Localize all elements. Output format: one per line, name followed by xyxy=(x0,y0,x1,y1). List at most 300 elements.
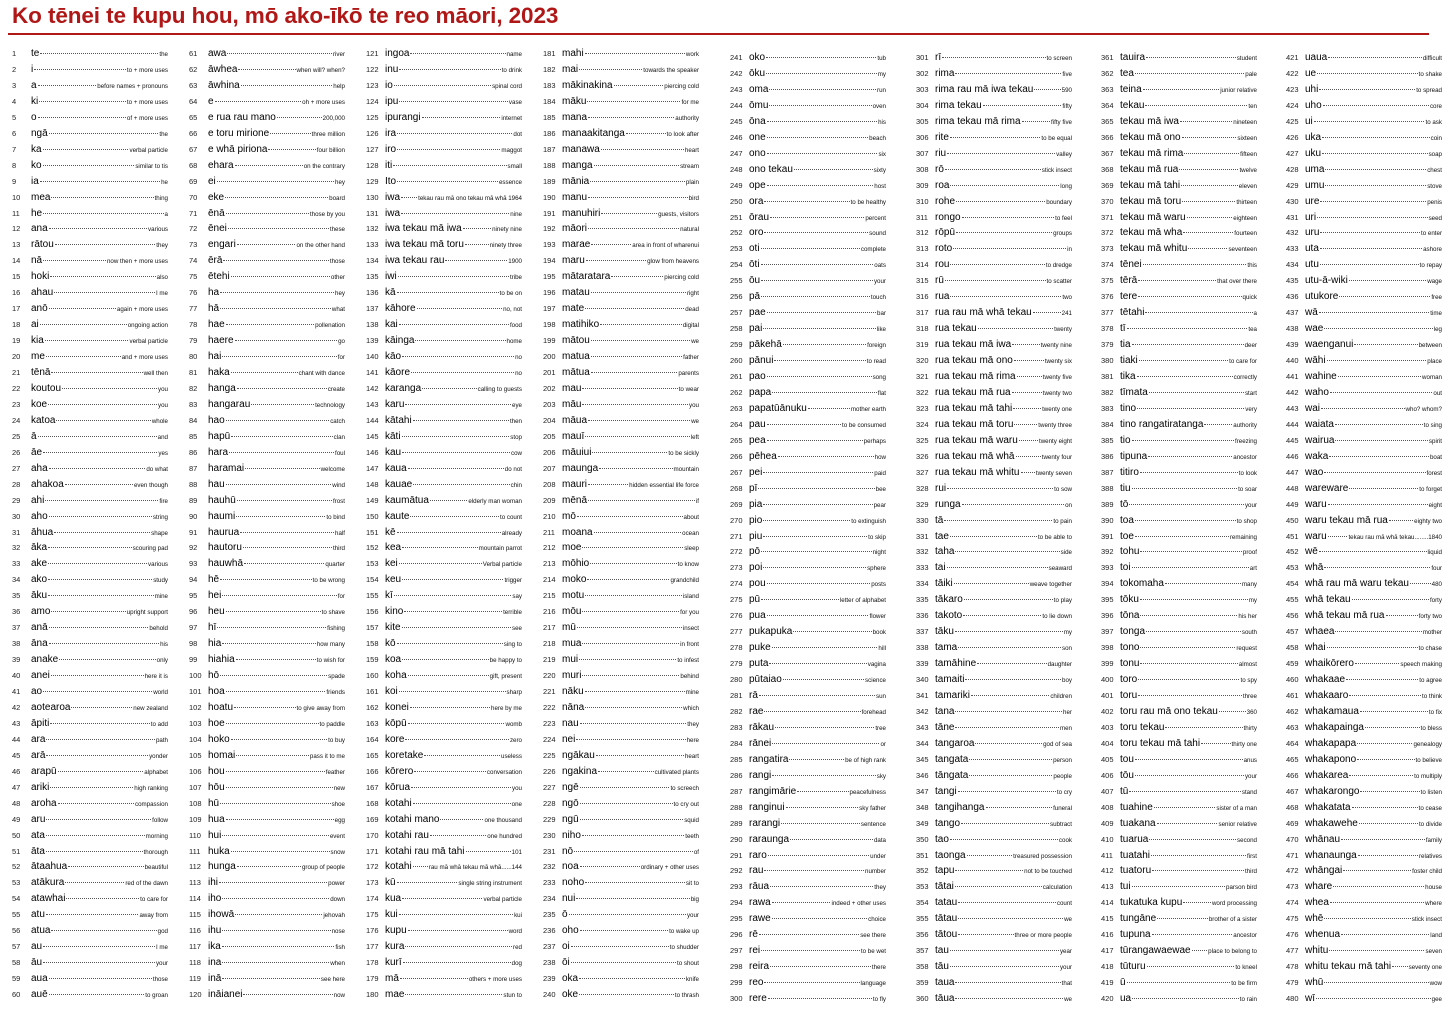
maori-word: kū xyxy=(385,877,396,889)
maori-word: pae xyxy=(749,307,766,319)
english-gloss: mountain xyxy=(673,465,699,473)
dot-leader xyxy=(950,950,1059,951)
entry-number: 10 xyxy=(12,192,21,202)
entry-number: 391 xyxy=(1101,531,1114,541)
english-gloss: weave together xyxy=(1029,581,1072,589)
entry-number: 397 xyxy=(1101,627,1114,637)
list-item xyxy=(1286,658,1442,674)
list-item xyxy=(916,610,1072,626)
entry-number: 383 xyxy=(1101,403,1114,413)
dot-leader xyxy=(766,57,876,58)
list-item xyxy=(1286,722,1442,738)
entry-number: 472 xyxy=(1286,866,1299,876)
list-item xyxy=(12,415,168,431)
maori-word: pai xyxy=(749,323,763,335)
list-item xyxy=(730,881,886,897)
dot-leader xyxy=(611,276,663,277)
entry-number: 141 xyxy=(366,368,379,377)
list-item xyxy=(366,144,522,160)
english-gloss: not to be touched xyxy=(1024,868,1072,876)
list-item xyxy=(189,973,345,989)
entry-number: 50 xyxy=(12,830,21,840)
dot-leader xyxy=(590,563,676,564)
entry-number: 261 xyxy=(730,372,743,381)
entry-number: 441 xyxy=(1286,372,1299,381)
english-gloss: cook xyxy=(1058,836,1072,844)
list-item xyxy=(1286,132,1442,148)
dot-leader xyxy=(764,711,860,712)
english-gloss: 590 xyxy=(1061,86,1072,94)
english-gloss: three or more people xyxy=(1014,932,1072,940)
maori-word: āna xyxy=(31,638,48,650)
english-gloss: to + more uses xyxy=(126,98,168,106)
dot-leader xyxy=(222,595,336,596)
entry-number: 137 xyxy=(366,304,379,314)
dot-leader xyxy=(226,771,325,772)
list-item xyxy=(730,802,886,818)
dot-leader xyxy=(764,201,849,202)
list-item xyxy=(12,527,168,543)
english-gloss: number xyxy=(865,868,886,876)
entry-number: 278 xyxy=(730,643,743,653)
dot-leader xyxy=(55,244,156,245)
english-gloss: single string instrument xyxy=(458,880,522,888)
entry-number: 223 xyxy=(543,718,556,728)
maori-word: tātou xyxy=(935,929,958,941)
entry-number: 372 xyxy=(1101,228,1114,238)
english-gloss: sing to xyxy=(503,641,522,649)
dot-leader xyxy=(40,181,160,182)
dot-leader xyxy=(413,866,428,867)
dot-leader xyxy=(56,420,150,421)
english-gloss: three xyxy=(1242,693,1257,700)
english-gloss: piercing cold xyxy=(664,82,699,90)
maori-word: mānia xyxy=(562,175,590,187)
english-gloss: pollenation xyxy=(315,322,345,330)
list-item xyxy=(12,176,168,192)
entry-number: 216 xyxy=(543,607,556,617)
maori-word: mātaratara xyxy=(562,271,611,283)
dot-leader xyxy=(54,292,155,293)
list-item xyxy=(12,941,168,957)
maori-word: e xyxy=(208,95,214,107)
entry-number: 202 xyxy=(543,383,556,393)
entry-number: 386 xyxy=(1101,451,1114,461)
list-item xyxy=(1101,275,1257,291)
list-item xyxy=(189,941,345,957)
english-gloss: hill xyxy=(878,645,886,653)
list-item xyxy=(1286,897,1442,913)
dot-leader xyxy=(781,823,860,824)
entry-number: 458 xyxy=(1286,643,1299,653)
list-item xyxy=(543,670,699,686)
maori-word: rua tekau mā toru xyxy=(935,418,1014,430)
dot-leader xyxy=(594,532,682,533)
dot-leader xyxy=(43,149,129,150)
list-item xyxy=(189,447,345,463)
maori-word: whakarongo xyxy=(1305,785,1360,797)
english-gloss: in xyxy=(1067,246,1072,254)
dot-leader xyxy=(270,133,311,134)
list-item xyxy=(366,846,522,862)
english-gloss: fish xyxy=(335,944,345,952)
maori-word: kaute xyxy=(385,510,410,522)
entry-number: 23 xyxy=(12,399,21,409)
list-item xyxy=(543,893,699,909)
entry-number: 198 xyxy=(543,320,556,330)
english-gloss: of xyxy=(693,848,699,856)
entry-number: 395 xyxy=(1101,595,1114,605)
dot-leader xyxy=(594,165,680,166)
maori-word: taonga xyxy=(935,849,966,861)
maori-word: auē xyxy=(31,989,48,1001)
maori-word: mō xyxy=(562,510,576,522)
english-gloss: big xyxy=(690,896,699,904)
entry-number: 337 xyxy=(916,627,929,637)
list-item xyxy=(730,578,886,594)
dot-leader xyxy=(49,627,149,628)
entry-number: 232 xyxy=(543,862,556,872)
english-gloss: 1900 xyxy=(508,258,522,266)
entry-number: 52 xyxy=(12,862,21,872)
entry-number: 124 xyxy=(366,96,379,106)
dot-leader xyxy=(1132,440,1234,441)
list-item xyxy=(366,223,522,239)
dot-leader xyxy=(1182,201,1235,202)
dot-leader xyxy=(1314,121,1425,122)
english-gloss: thirteen xyxy=(1236,198,1257,206)
maori-word: ei xyxy=(208,175,216,187)
maori-word: waka xyxy=(1305,450,1329,462)
entry-number: 88 xyxy=(189,479,198,489)
dot-leader xyxy=(268,149,315,150)
dot-leader xyxy=(1335,424,1423,425)
dot-leader xyxy=(1322,137,1430,138)
english-gloss: parson bird xyxy=(1226,884,1257,892)
list-item xyxy=(1101,850,1257,866)
dot-leader xyxy=(398,276,509,277)
english-gloss: year xyxy=(1059,948,1072,956)
list-item xyxy=(1101,291,1257,307)
entry-number: 213 xyxy=(543,559,556,569)
list-item xyxy=(366,558,522,574)
entry-number: 25 xyxy=(12,431,21,441)
list-item xyxy=(916,84,1072,100)
entry-number: 160 xyxy=(366,671,379,681)
english-gloss: your xyxy=(686,912,699,920)
entry-number: 227 xyxy=(543,782,556,792)
list-item xyxy=(366,431,522,447)
dot-leader xyxy=(1140,615,1237,616)
maori-word: whakamaua xyxy=(1305,705,1359,717)
entry-number: 340 xyxy=(916,675,929,685)
list-item xyxy=(916,945,1072,961)
dot-leader xyxy=(1330,902,1424,903)
english-gloss: yes xyxy=(158,449,168,457)
list-item xyxy=(543,989,699,1005)
list-item xyxy=(916,371,1072,387)
list-item xyxy=(12,686,168,702)
list-item xyxy=(12,399,168,415)
english-gloss: stand xyxy=(1241,788,1257,796)
dot-leader xyxy=(1192,950,1208,951)
entry-number: 47 xyxy=(12,782,21,792)
maori-word: whakarea xyxy=(1305,769,1349,781)
english-gloss: oats xyxy=(874,262,886,270)
english-gloss: away from xyxy=(139,912,168,920)
maori-word: arā xyxy=(31,749,46,761)
entry-number: 263 xyxy=(730,403,743,413)
list-item xyxy=(916,562,1072,578)
english-gloss: to sing xyxy=(1423,421,1442,429)
entry-number: 86 xyxy=(189,447,198,457)
entry-number: 43 xyxy=(12,718,21,728)
maori-word: toro xyxy=(1120,674,1138,686)
entry-number: 311 xyxy=(916,212,928,222)
list-item xyxy=(730,897,886,913)
maori-word: kai xyxy=(385,319,398,331)
maori-word: tonu xyxy=(1120,658,1140,670)
maori-word: pua xyxy=(749,610,766,622)
list-item xyxy=(189,319,345,335)
entry-number: 362 xyxy=(1101,68,1114,78)
list-item xyxy=(916,499,1072,515)
list-item xyxy=(1101,212,1257,228)
dot-leader xyxy=(601,213,657,214)
english-gloss: flat xyxy=(877,389,886,397)
entry-number: 354 xyxy=(916,898,929,908)
entry-number: 341 xyxy=(916,691,929,700)
maori-word: tangi xyxy=(935,785,957,797)
maori-word: ngākau xyxy=(562,749,595,761)
list-item xyxy=(189,861,345,877)
entry-number: 344 xyxy=(916,738,929,748)
dot-leader xyxy=(277,117,322,118)
dot-leader xyxy=(403,962,511,963)
maori-word: huka xyxy=(208,845,230,857)
list-item xyxy=(366,176,522,192)
maori-word: oi xyxy=(562,941,570,953)
dot-leader xyxy=(1324,328,1432,329)
dot-leader xyxy=(956,201,1045,202)
list-item xyxy=(189,574,345,590)
list-item xyxy=(543,415,699,431)
list-item xyxy=(730,562,886,578)
list-item xyxy=(1101,610,1257,626)
entry-number: 279 xyxy=(730,659,743,669)
entry-number: 143 xyxy=(366,399,379,409)
maori-word: māu xyxy=(562,398,582,410)
english-gloss: your xyxy=(1059,964,1072,972)
dot-leader xyxy=(404,611,502,612)
maori-word: rua tekau mā waru xyxy=(935,434,1018,446)
english-gloss: upright support xyxy=(126,609,168,617)
dot-leader xyxy=(399,69,500,70)
list-item xyxy=(12,574,168,590)
english-gloss: conversation xyxy=(486,768,522,776)
list-item xyxy=(366,973,522,989)
entry-number: 364 xyxy=(1101,100,1114,110)
maori-word: waru tekau mā rua xyxy=(1305,514,1388,526)
english-gloss: yonder xyxy=(149,752,168,760)
dot-leader xyxy=(767,153,878,154)
dot-leader xyxy=(585,308,684,309)
maori-word: tino rangatiratanga xyxy=(1120,418,1204,430)
list-item xyxy=(1286,626,1442,642)
dot-leader xyxy=(986,807,1053,808)
entry-number: 318 xyxy=(916,324,929,334)
entry-number: 407 xyxy=(1101,786,1114,796)
english-gloss: his xyxy=(160,641,168,649)
entry-number: 271 xyxy=(730,531,743,541)
list-item xyxy=(189,351,345,367)
dot-leader xyxy=(947,153,1055,154)
dot-leader xyxy=(580,787,670,788)
english-gloss: wow xyxy=(1429,980,1442,988)
dot-leader xyxy=(1183,232,1233,233)
maori-word: hua xyxy=(208,813,225,825)
entry-number: 428 xyxy=(1286,164,1299,174)
entry-number: 176 xyxy=(366,926,379,936)
list-item xyxy=(916,212,1072,228)
list-item xyxy=(543,64,699,80)
list-item xyxy=(1286,562,1442,578)
dot-leader xyxy=(975,743,1042,744)
dot-leader xyxy=(772,775,875,776)
entry-number: 243 xyxy=(730,84,743,94)
english-gloss: technology xyxy=(315,401,345,409)
maori-word: ōi xyxy=(562,957,570,969)
maori-word: tipuna xyxy=(1120,450,1148,462)
english-gloss: snow xyxy=(330,848,345,856)
entry-number: 33 xyxy=(12,559,21,569)
entry-number: 277 xyxy=(730,627,743,637)
entry-number: 158 xyxy=(366,639,379,649)
english-gloss: thirty xyxy=(1243,724,1257,732)
dot-leader xyxy=(222,962,329,963)
entry-number: 113 xyxy=(189,878,201,888)
entry-number: 455 xyxy=(1286,595,1299,605)
maori-word: wāhi xyxy=(1305,355,1326,367)
maori-word: tai xyxy=(935,562,946,574)
entry-number: 398 xyxy=(1101,643,1114,653)
entry-number: 285 xyxy=(730,754,743,764)
maori-word: kura xyxy=(385,941,405,953)
english-gloss: your xyxy=(873,278,886,286)
list-item xyxy=(730,626,886,642)
maori-word: hī xyxy=(208,622,217,634)
entry-number: 439 xyxy=(1286,340,1299,350)
maori-word: whakawehe xyxy=(1305,817,1358,829)
dot-leader xyxy=(1019,440,1038,441)
maori-word: moe xyxy=(562,542,582,554)
list-item xyxy=(1101,196,1257,212)
entry-number: 62 xyxy=(189,64,198,74)
dot-leader xyxy=(783,344,866,345)
maori-word: hauhū xyxy=(208,494,236,506)
entry-number: 72 xyxy=(189,224,198,234)
english-gloss: calculation xyxy=(1042,884,1072,892)
english-gloss: stream xyxy=(680,162,699,170)
dot-leader xyxy=(590,181,685,182)
list-item xyxy=(543,638,699,654)
dot-leader xyxy=(1329,950,1424,951)
english-gloss: word xyxy=(508,928,522,936)
english-gloss: pass it to me xyxy=(309,752,345,760)
entry-number: 402 xyxy=(1101,706,1114,716)
english-gloss: group of people xyxy=(301,864,345,872)
list-item xyxy=(916,467,1072,483)
entry-number: 241 xyxy=(730,53,743,62)
maori-word: inā xyxy=(208,973,222,985)
english-gloss: to be wrong xyxy=(312,577,345,585)
dot-leader xyxy=(1338,376,1421,377)
maori-word: kotahi rau xyxy=(385,829,429,841)
english-gloss: behold xyxy=(149,625,168,633)
english-gloss: sit to xyxy=(685,880,699,888)
entry-number: 104 xyxy=(189,734,202,744)
list-item xyxy=(916,674,1072,690)
english-gloss: on the contrary xyxy=(303,162,345,170)
dot-leader xyxy=(1349,488,1418,489)
english-gloss: his xyxy=(878,118,886,126)
dot-leader xyxy=(227,53,332,54)
english-gloss: to be firm xyxy=(1231,980,1257,988)
english-gloss: eye xyxy=(512,401,522,409)
maori-word: whānau xyxy=(1305,833,1341,845)
list-item xyxy=(916,355,1072,371)
dot-leader xyxy=(577,627,682,628)
entry-number: 174 xyxy=(366,894,379,904)
english-gloss: he xyxy=(161,178,168,186)
entry-number: 392 xyxy=(1101,547,1114,557)
maori-word: uri xyxy=(1305,211,1317,223)
maori-word: moana xyxy=(562,526,593,538)
list-item xyxy=(916,929,1072,945)
english-gloss: power xyxy=(328,880,345,888)
maori-word: wairua xyxy=(1305,434,1335,446)
entry-number: 272 xyxy=(730,547,743,557)
entry-number: 433 xyxy=(1286,244,1299,254)
dot-leader xyxy=(772,902,831,903)
entry-number: 301 xyxy=(916,53,929,62)
english-gloss: to fix xyxy=(1428,708,1442,716)
dot-leader xyxy=(950,966,1059,967)
list-item xyxy=(1101,148,1257,164)
english-gloss: to dredge xyxy=(1045,262,1072,270)
list-item xyxy=(1286,945,1442,961)
maori-word: whā xyxy=(1305,562,1324,574)
maori-word: tia xyxy=(1120,339,1131,351)
list-item xyxy=(366,718,522,734)
list-item xyxy=(1286,738,1442,754)
list-item xyxy=(366,383,522,399)
english-gloss: compassion xyxy=(134,800,168,808)
dot-leader xyxy=(49,643,159,644)
maori-word: e toru mirione xyxy=(208,127,270,139)
entry-number: 221 xyxy=(543,687,556,696)
english-gloss: stick insect xyxy=(1041,166,1072,174)
entry-number: 409 xyxy=(1101,818,1114,828)
list-item xyxy=(189,957,345,973)
dot-leader xyxy=(46,851,143,852)
list-item xyxy=(189,558,345,574)
english-gloss: in front xyxy=(680,641,699,649)
entry-number: 418 xyxy=(1101,962,1114,972)
english-gloss: choice xyxy=(868,916,886,924)
english-gloss: your xyxy=(1244,501,1257,509)
list-item xyxy=(12,447,168,463)
